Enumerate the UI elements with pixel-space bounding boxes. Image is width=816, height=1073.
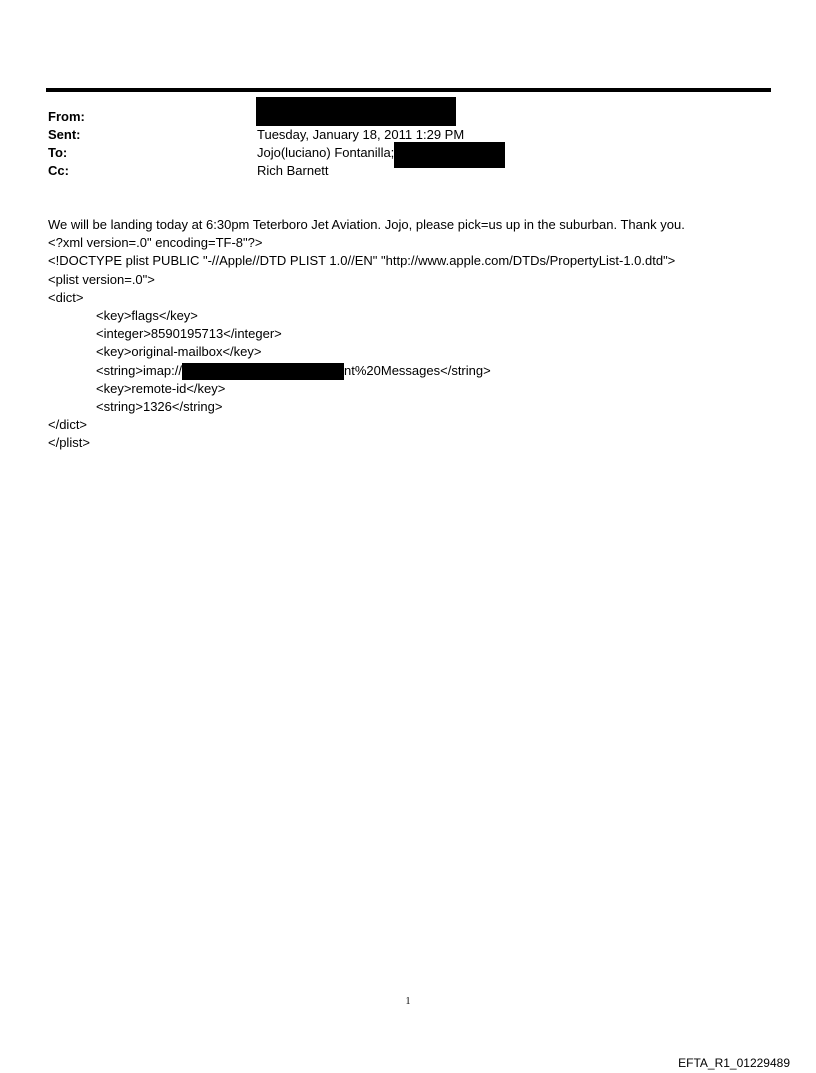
key-flags: <key>flags</key> xyxy=(96,307,198,323)
integer-flags: <integer>8590195713</integer> xyxy=(96,326,282,342)
sent-value: Tuesday, January 18, 2011 1:29 PM xyxy=(257,127,465,142)
bates-number: EFTA_R1_01229489 xyxy=(678,1056,790,1070)
header-divider xyxy=(46,88,771,92)
cc-value: Rich Barnett xyxy=(257,163,329,178)
dict-open: <dict> xyxy=(48,289,84,305)
key-original-mailbox: <key>original-mailbox</key> xyxy=(96,344,262,360)
to-row xyxy=(48,144,748,162)
plist-open: <plist version=.0"> xyxy=(48,271,155,287)
email-body xyxy=(48,216,768,452)
imap-prefix: <string>imap:// xyxy=(96,362,182,378)
doctype-line: <!DOCTYPE plist PUBLIC "-//Apple//DTD PLIST 1.0//EN" "http://www.apple.com/DTDs/PropertyList-1.0.dtd"> xyxy=(48,253,676,269)
to-label: To: xyxy=(48,145,68,160)
cc-row xyxy=(48,162,748,180)
page-number: 1 xyxy=(405,996,411,1007)
message-text: We will be landing today at 6:30pm Teterboro Jet Aviation. Jojo, please pick=us up in the suburban. Thank you. xyxy=(48,217,685,232)
redaction-block xyxy=(182,363,344,380)
plist-close: </plist> xyxy=(48,435,90,451)
email-header xyxy=(48,108,748,180)
redaction-block xyxy=(256,97,456,126)
to-value: Jojo(luciano) Fontanilla; xyxy=(257,145,395,160)
dict-close: </dict> xyxy=(48,417,88,433)
string-remote-id: <string>1326</string> xyxy=(96,398,223,414)
key-remote-id: <key>remote-id</key> xyxy=(96,380,226,396)
cc-label: Cc: xyxy=(48,163,69,178)
sent-label: Sent: xyxy=(48,127,81,142)
imap-suffix: nt%20Messages</string> xyxy=(344,362,491,378)
from-row xyxy=(48,108,748,126)
string-imap xyxy=(48,362,768,380)
xml-declaration: <?xml version=.0" encoding=TF-8"?> xyxy=(48,235,263,251)
from-label: From: xyxy=(48,109,85,124)
